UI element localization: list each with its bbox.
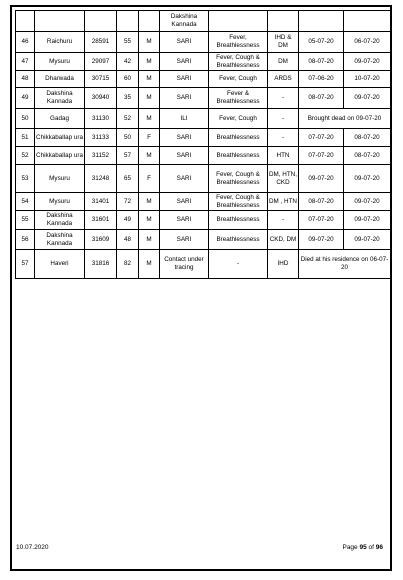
cell-comorbidities: DM <box>268 53 299 71</box>
page-number: Page 95 of 96 <box>342 544 383 551</box>
table-row <box>16 165 391 193</box>
cell-death-date: 06-07-20 <box>344 32 391 53</box>
cell-comorbidities: - <box>268 109 299 129</box>
cell-sex: M <box>139 71 160 88</box>
cell-symptoms: Fever & Breathlessness <box>209 88 268 109</box>
cell-serial-no <box>16 11 35 32</box>
cell-age: 35 <box>117 88 139 109</box>
cell-serial-no: 57 <box>16 250 35 279</box>
cell-admission-date: 09-07-20 <box>299 165 344 193</box>
cell-sex: M <box>139 109 160 129</box>
cell-district: Dakshina Kannada <box>35 88 85 109</box>
cell-age: 72 <box>117 193 139 211</box>
cell-patient-id: 29097 <box>85 53 117 71</box>
cell-death-date: 09-07-20 <box>344 53 391 71</box>
cell-serial-no: 54 <box>16 193 35 211</box>
cell-case-type: SARI <box>160 88 209 109</box>
cell-case-type: SARI <box>160 193 209 211</box>
cell-comorbidities: - <box>268 211 299 230</box>
cell-admission-date <box>299 11 344 32</box>
cell-comorbidities: CKD, DM <box>268 230 299 250</box>
table-row <box>16 71 391 88</box>
cell-patient-id: 31152 <box>85 147 117 165</box>
cell-patient-id: 31130 <box>85 109 117 129</box>
cell-symptoms: Fever, Breathlessness <box>209 32 268 53</box>
cell-symptoms: Breathlessness <box>209 230 268 250</box>
cell-district: Chikkaballap ura <box>35 147 85 165</box>
cell-death-date: 09-07-20 <box>344 211 391 230</box>
cell-symptoms: Fever, Cough <box>209 71 268 88</box>
table-row <box>16 147 391 165</box>
cell-admission-date: Died at his residence on 06-07-20 <box>299 250 391 279</box>
deaths-table <box>15 10 391 279</box>
cell-serial-no: 48 <box>16 71 35 88</box>
cell-death-date: 08-07-20 <box>344 147 391 165</box>
cell-symptoms: Fever, Cough & Breathlessness <box>209 165 268 193</box>
cell-district: Chikkaballap ura <box>35 129 85 147</box>
cell-patient-id: 31816 <box>85 250 117 279</box>
cell-sex: M <box>139 147 160 165</box>
cell-age: 60 <box>117 71 139 88</box>
cell-district: Raichuru <box>35 32 85 53</box>
cell-district: Mysuru <box>35 53 85 71</box>
cell-district: Dakshina Kannada <box>35 211 85 230</box>
cell-serial-no: 47 <box>16 53 35 71</box>
cell-age: 52 <box>117 109 139 129</box>
table-row <box>16 230 391 250</box>
cell-comorbidities: DM, HTN, CKD <box>268 165 299 193</box>
cell-serial-no: 56 <box>16 230 35 250</box>
cell-serial-no: 49 <box>16 88 35 109</box>
cell-district: Mysuru <box>35 193 85 211</box>
table-row <box>16 211 391 230</box>
cell-symptoms: - <box>209 250 268 279</box>
cell-district <box>35 11 85 32</box>
cell-symptoms: Fever, Cough & Breathlessness <box>209 193 268 211</box>
cell-age: 57 <box>117 147 139 165</box>
cell-age: 55 <box>117 32 139 53</box>
cell-sex: M <box>139 211 160 230</box>
cell-case-type: SARI <box>160 71 209 88</box>
cell-sex: F <box>139 129 160 147</box>
cell-comorbidities: DM , HTN <box>268 193 299 211</box>
cell-district: Haveri <box>35 250 85 279</box>
cell-case-type: ILI <box>160 109 209 129</box>
cell-death-date: 10-07-20 <box>344 71 391 88</box>
table-row <box>16 109 391 129</box>
cell-death-date: 09-07-20 <box>344 165 391 193</box>
cell-case-type: SARI <box>160 147 209 165</box>
cell-age: 49 <box>117 211 139 230</box>
cell-sex: M <box>139 230 160 250</box>
cell-admission-date: 09-07-20 <box>299 230 344 250</box>
cell-serial-no: 51 <box>16 129 35 147</box>
cell-case-type: SARI <box>160 165 209 193</box>
footer-date: 10.07.2020 <box>16 544 49 551</box>
cell-patient-id: 31133 <box>85 129 117 147</box>
cell-admission-date: 08-07-20 <box>299 88 344 109</box>
cell-case-type: SARI <box>160 230 209 250</box>
cell-admission-date: Brought dead on 09-07-20 <box>299 109 391 129</box>
cell-comorbidities: ARDS <box>268 71 299 88</box>
cell-serial-no: 50 <box>16 109 35 129</box>
cell-serial-no: 46 <box>16 32 35 53</box>
cell-comorbidities: - <box>268 88 299 109</box>
cell-admission-date: 07-06-20 <box>299 71 344 88</box>
cell-comorbidities: - <box>268 129 299 147</box>
cell-symptoms: Breathlessness <box>209 211 268 230</box>
cell-patient-id <box>85 11 117 32</box>
table-row <box>16 11 391 32</box>
cell-age <box>117 11 139 32</box>
table-row <box>16 250 391 279</box>
cell-district: Dakshina Kannada <box>35 230 85 250</box>
cell-patient-id: 31401 <box>85 193 117 211</box>
cell-sex: F <box>139 165 160 193</box>
cell-age: 65 <box>117 165 139 193</box>
cell-patient-id: 31601 <box>85 211 117 230</box>
table-row <box>16 129 391 147</box>
cell-sex: M <box>139 250 160 279</box>
table-row <box>16 88 391 109</box>
cell-symptoms: Breathlessness <box>209 147 268 165</box>
cell-patient-id: 30940 <box>85 88 117 109</box>
cell-age: 50 <box>117 129 139 147</box>
cell-admission-date: 07-07-20 <box>299 211 344 230</box>
cell-symptoms: Breathlessness <box>209 129 268 147</box>
cell-patient-id: 30715 <box>85 71 117 88</box>
cell-symptoms <box>209 11 268 32</box>
cell-death-date: 08-07-20 <box>344 129 391 147</box>
cell-death-date: 09-07-20 <box>344 88 391 109</box>
cell-serial-no: 55 <box>16 211 35 230</box>
cell-sex: M <box>139 193 160 211</box>
cell-comorbidities: HTN <box>268 147 299 165</box>
cell-admission-date: 05-07-20 <box>299 32 344 53</box>
cell-admission-date: 08-07-20 <box>299 53 344 71</box>
table-row <box>16 193 391 211</box>
cell-comorbidities: IHD <box>268 250 299 279</box>
cell-age: 42 <box>117 53 139 71</box>
cell-comorbidities <box>268 11 299 32</box>
cell-sex <box>139 11 160 32</box>
cell-district: Mysuru <box>35 165 85 193</box>
table-row <box>16 53 391 71</box>
cell-symptoms: Fever, Cough & Breathlessness <box>209 53 268 71</box>
cell-district: Gadag <box>35 109 85 129</box>
cell-patient-id: 31248 <box>85 165 117 193</box>
cell-case-type: Contact under tracing <box>160 250 209 279</box>
cell-death-date <box>344 11 391 32</box>
cell-death-date: 09-07-20 <box>344 193 391 211</box>
cell-admission-date: 07-07-20 <box>299 129 344 147</box>
cell-district: Dharwada <box>35 71 85 88</box>
cell-admission-date: 07-07-20 <box>299 147 344 165</box>
cell-case-type: SARI <box>160 211 209 230</box>
cell-sex: M <box>139 88 160 109</box>
cell-serial-no: 53 <box>16 165 35 193</box>
cell-sex: M <box>139 53 160 71</box>
cell-symptoms: Fever, Cough <box>209 109 268 129</box>
cell-sex: M <box>139 32 160 53</box>
cell-serial-no: 52 <box>16 147 35 165</box>
cell-comorbidities: IHD & DM <box>268 32 299 53</box>
cell-age: 82 <box>117 250 139 279</box>
cell-case-type: SARI <box>160 53 209 71</box>
cell-age: 48 <box>117 230 139 250</box>
cell-case-type: SARI <box>160 129 209 147</box>
cell-case-type: Dakshina Kannada <box>160 11 209 32</box>
cell-patient-id: 31609 <box>85 230 117 250</box>
cell-death-date: 09-07-20 <box>344 230 391 250</box>
cell-case-type: SARI <box>160 32 209 53</box>
cell-patient-id: 28591 <box>85 32 117 53</box>
cell-admission-date: 08-07-20 <box>299 193 344 211</box>
table-row <box>16 32 391 53</box>
